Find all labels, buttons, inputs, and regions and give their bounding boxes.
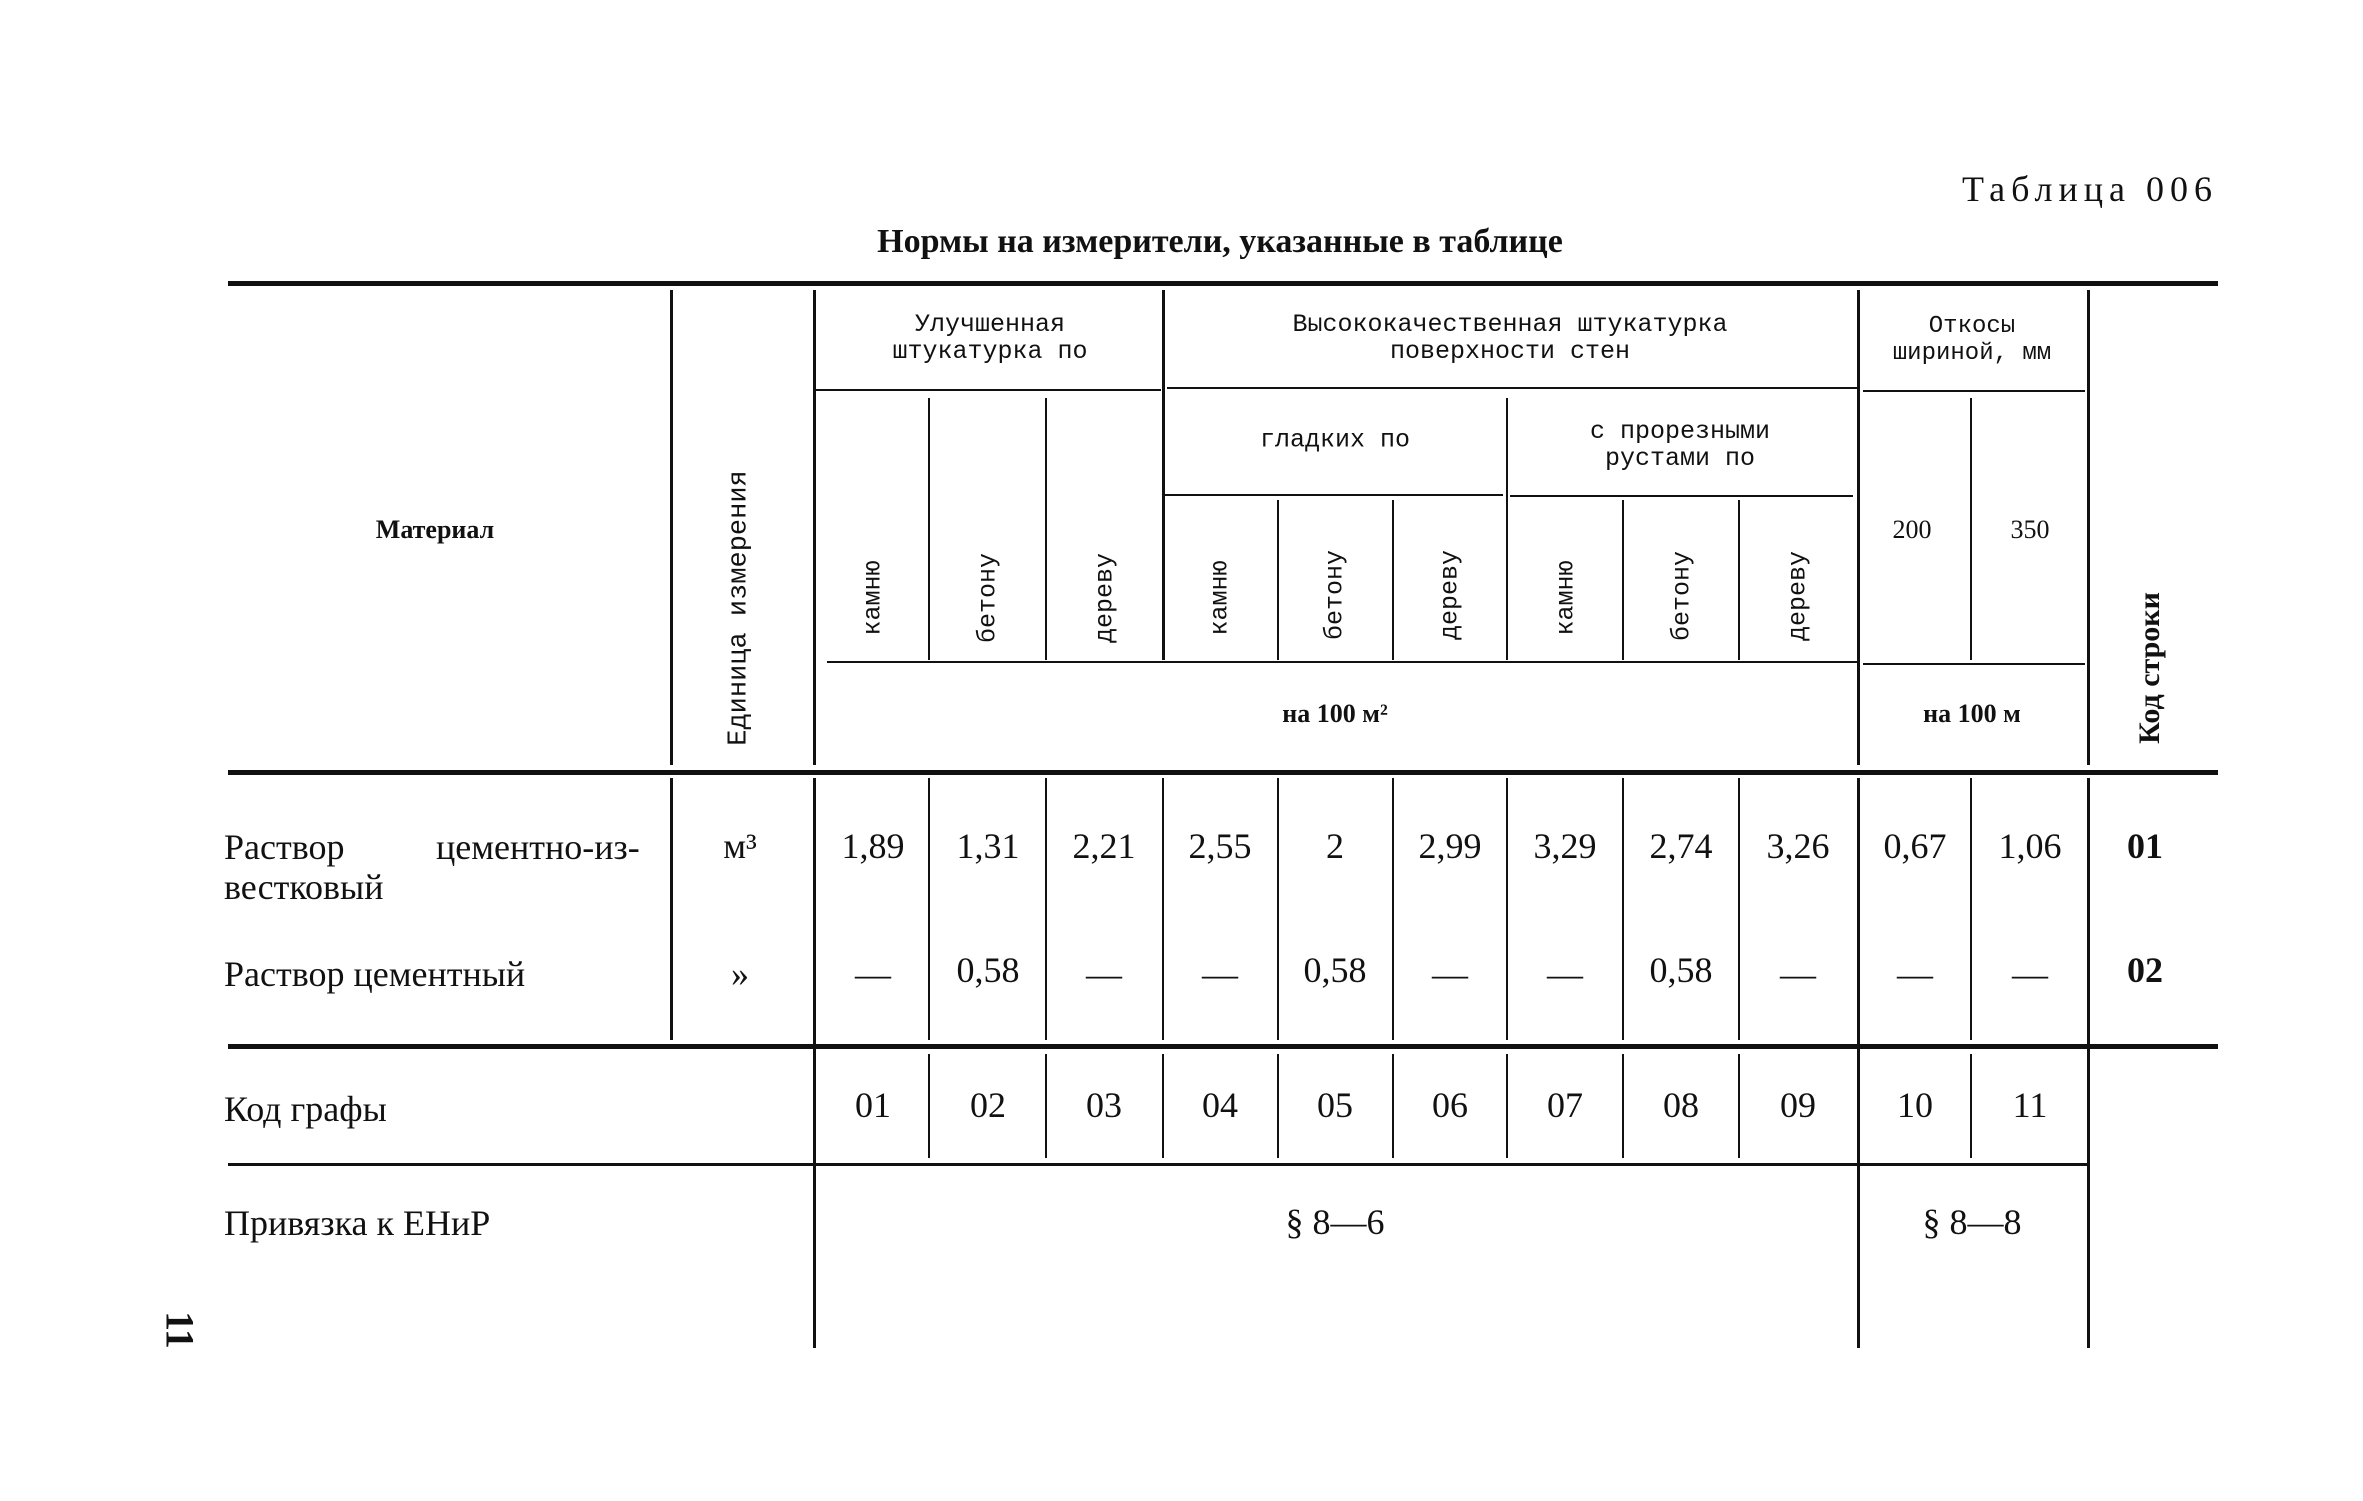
header-improved: Улучшенная штукатурка по bbox=[892, 310, 1088, 366]
vline-group bbox=[1162, 290, 1165, 660]
row1-v9: 3,26 bbox=[1766, 826, 1830, 866]
vline-codes-5 bbox=[1392, 1054, 1394, 1158]
header-slopes: Откосы шириной, мм bbox=[1892, 313, 2052, 367]
vline-body-8 bbox=[1738, 778, 1740, 1040]
row1-name-b: цементно-из- bbox=[436, 827, 640, 867]
vline-sub-10 bbox=[1970, 398, 1972, 660]
row1-name-c: вестковый bbox=[224, 867, 384, 907]
vline-codes-6 bbox=[1506, 1054, 1508, 1158]
header-material: Материал bbox=[375, 515, 495, 544]
vline-codes-8 bbox=[1738, 1054, 1740, 1158]
header-high-quality: Высококачественная штукатурка поверхности стен bbox=[1292, 310, 1728, 366]
body-bottom-rule bbox=[228, 1044, 2218, 1049]
page-number: 11 bbox=[157, 1311, 203, 1349]
vline-code bbox=[2087, 290, 2090, 765]
top-rule bbox=[228, 281, 2218, 286]
row1-v7: 3,29 bbox=[1533, 826, 1597, 866]
sub-header-2: бетону bbox=[973, 552, 1003, 644]
vline-body-7 bbox=[1622, 778, 1624, 1040]
row2-v10: — bbox=[1897, 954, 1933, 994]
column-code-11: 11 bbox=[2012, 1085, 2048, 1125]
row2-v7: — bbox=[1547, 954, 1583, 994]
vline-body-6 bbox=[1506, 778, 1508, 1040]
row2-v5: 0,58 bbox=[1303, 950, 1367, 990]
column-code-8: 08 bbox=[1663, 1085, 1699, 1125]
header-smooth: гладких по bbox=[1259, 425, 1411, 455]
row2-code: 02 bbox=[2127, 950, 2163, 990]
vline-body-2 bbox=[1045, 778, 1047, 1040]
width-200: 200 bbox=[1892, 515, 1932, 544]
smooth-divider bbox=[1163, 494, 1503, 496]
vline-slopes bbox=[1857, 290, 1860, 765]
sub-header-3: дереву bbox=[1090, 552, 1120, 644]
column-code-1: 01 bbox=[855, 1085, 891, 1125]
row1-v6: 2,99 bbox=[1418, 826, 1482, 866]
row2-v2: 0,58 bbox=[956, 950, 1020, 990]
unit-per-area: на 100 м² bbox=[1282, 699, 1388, 728]
sub-header-6: дереву bbox=[1435, 549, 1465, 641]
vline-material bbox=[670, 290, 673, 765]
vline-material-body bbox=[670, 778, 673, 1040]
sub-header-8: бетону bbox=[1667, 550, 1697, 642]
row1-v10: 0,67 bbox=[1883, 826, 1947, 866]
vline-unit-body bbox=[813, 778, 816, 1348]
row1-name-a: Раствор bbox=[224, 827, 345, 867]
sub-header-1: камню bbox=[858, 560, 888, 636]
row2-name: Раствор цементный bbox=[224, 954, 526, 994]
row2-v3: — bbox=[1086, 954, 1122, 994]
row1-v11: 1,06 bbox=[1998, 826, 2062, 866]
column-code-5: 05 bbox=[1317, 1085, 1353, 1125]
vline-unit bbox=[813, 290, 816, 765]
unit-per-length: на 100 м bbox=[1923, 699, 2021, 728]
slopes-divider bbox=[1863, 390, 2085, 392]
vline-codes-7 bbox=[1622, 1054, 1624, 1158]
row1-v8: 2,74 bbox=[1649, 826, 1713, 866]
row2-v6: — bbox=[1432, 954, 1468, 994]
table-label: Таблица 006 bbox=[1962, 169, 2218, 209]
page-title: Нормы на измерители, указанные в таблице bbox=[877, 223, 1563, 260]
vline-sub-8 bbox=[1738, 500, 1740, 660]
reference-a: § 8—6 bbox=[1285, 1202, 1385, 1242]
column-code-10: 10 bbox=[1897, 1085, 1933, 1125]
row2-v1: — bbox=[855, 954, 891, 994]
codes-bottom-rule bbox=[228, 1163, 2088, 1166]
vline-codes-3 bbox=[1162, 1054, 1164, 1158]
column-code-9: 09 bbox=[1780, 1085, 1816, 1125]
row1-unit: м³ bbox=[723, 826, 757, 866]
column-codes-label: Код графы bbox=[224, 1089, 387, 1129]
vline-sub-4 bbox=[1277, 500, 1279, 660]
row2-v4: — bbox=[1202, 954, 1238, 994]
column-code-6: 06 bbox=[1432, 1085, 1468, 1125]
units-divider-length bbox=[1863, 663, 2085, 665]
row1-v1: 1,89 bbox=[841, 826, 905, 866]
sub-header-4: камню bbox=[1205, 560, 1235, 636]
vline-body-3 bbox=[1162, 778, 1164, 1040]
sub-header-7: камню bbox=[1551, 560, 1581, 636]
header-rusts: с прорезными рустами по bbox=[1589, 417, 1771, 473]
vline-sub-5 bbox=[1392, 500, 1394, 660]
vline-codes-10 bbox=[1970, 1054, 1972, 1158]
improved-divider bbox=[815, 389, 1161, 391]
units-divider-area bbox=[827, 661, 1857, 663]
header-row-code: Код строки bbox=[2133, 592, 2166, 744]
vline-body-5 bbox=[1392, 778, 1394, 1040]
vline-codes-2 bbox=[1045, 1054, 1047, 1158]
row1-v5: 2 bbox=[1326, 826, 1344, 866]
reference-b: § 8—8 bbox=[1922, 1202, 2022, 1242]
width-350: 350 bbox=[2010, 515, 2050, 544]
column-code-7: 07 bbox=[1547, 1085, 1583, 1125]
high-quality-divider bbox=[1167, 387, 1860, 389]
vline-codes-4 bbox=[1277, 1054, 1279, 1158]
row2-v9: — bbox=[1780, 954, 1816, 994]
row1-code: 01 bbox=[2127, 826, 2163, 866]
vline-codes-1 bbox=[928, 1054, 930, 1158]
vline-slopes-body bbox=[1857, 778, 1860, 1348]
row2-unit: » bbox=[731, 954, 749, 994]
vline-sub-2 bbox=[1045, 398, 1047, 660]
vline-body-4 bbox=[1277, 778, 1279, 1040]
row2-v11: — bbox=[2012, 954, 2048, 994]
row1-v4: 2,55 bbox=[1188, 826, 1252, 866]
vline-sub-7 bbox=[1622, 500, 1624, 660]
header-bottom-rule bbox=[228, 770, 2218, 775]
row1-v2: 1,31 bbox=[956, 826, 1020, 866]
row1-v3: 2,21 bbox=[1072, 826, 1136, 866]
column-code-2: 02 bbox=[970, 1085, 1006, 1125]
sub-header-9: дереву bbox=[1783, 550, 1813, 642]
vline-body-10 bbox=[1970, 778, 1972, 1040]
row2-v8: 0,58 bbox=[1649, 950, 1713, 990]
column-code-4: 04 bbox=[1202, 1085, 1238, 1125]
vline-smooth-rusts bbox=[1506, 398, 1508, 660]
vline-sub-1 bbox=[928, 398, 930, 660]
reference-label: Привязка к ЕНиР bbox=[224, 1203, 491, 1243]
vline-body-1 bbox=[928, 778, 930, 1040]
header-unit: Единица измерения bbox=[724, 470, 755, 746]
vline-code-body bbox=[2087, 778, 2090, 1348]
column-code-3: 03 bbox=[1086, 1085, 1122, 1125]
sub-header-5: бетону bbox=[1320, 549, 1350, 641]
rusts-divider bbox=[1510, 495, 1853, 497]
